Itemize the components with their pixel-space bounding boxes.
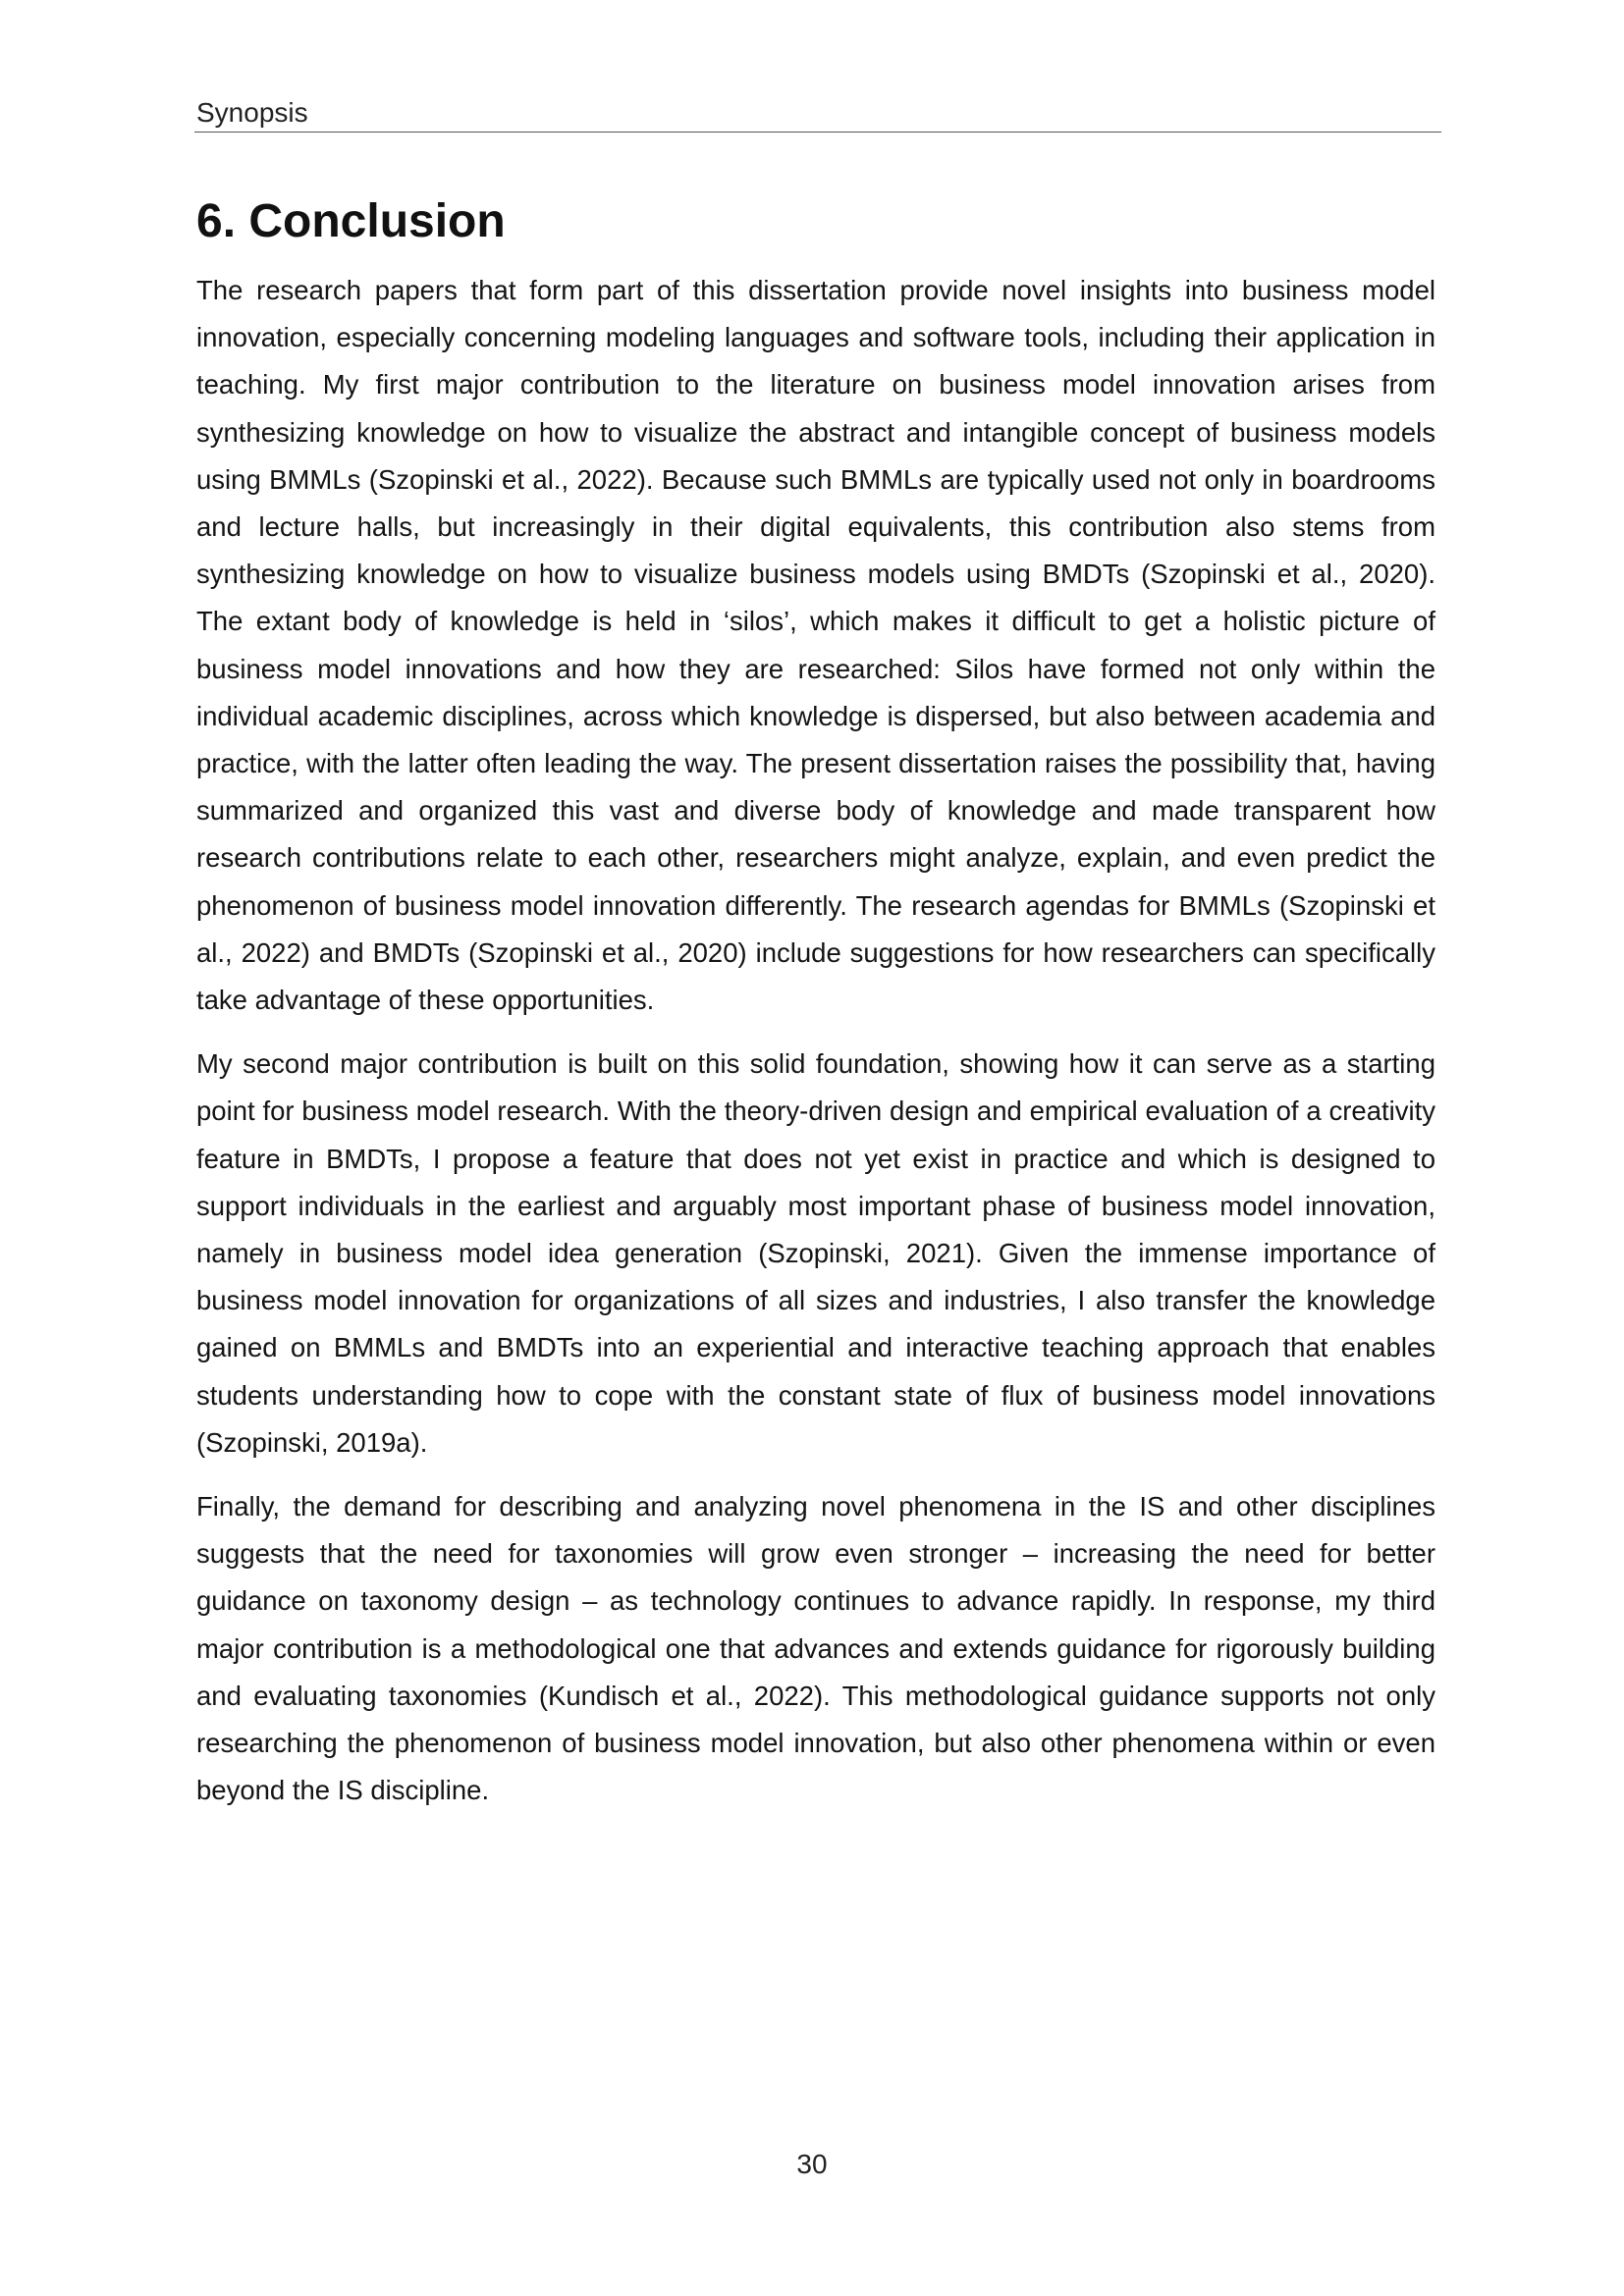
- header-divider: [194, 132, 1441, 133]
- paragraph-2: My second major contribution is built on this solid foundation, showing how it can serve as a starting point for business model research. With the theory-driven design and empirical evaluation of a creativity feature in BMDTs, I propose a feature that does not yet exist in practice and which is designed to support individuals in the earliest and arguably most important phase of business model innovation, namely in business model idea generation (Szopinski, 2021). Given the immense importance of business model innovation for organizations of all sizes and industries, I also transfer the knowledge gained on BMMLs and BMDTs into an experiential and interactive teaching approach that enables students understanding how to cope with the constant state of flux of business model innovations (Szopinski, 2019a).: [196, 1048, 1435, 1458]
- body-text: [196, 267, 1435, 1832]
- paragraph-3: Finally, the demand for describing and analyzing novel phenomena in the IS and other disciplines suggests that the need for taxonomies will grow even stronger – increasing the need for better guidance on taxonomy design – as technology continues to advance rapidly. In response, my third major contribution is a methodological one that advances and extends guidance for rigorously building and evaluating taxonomies (Kundisch et al., 2022). This methodological guidance supports not only researching the phenomenon of business model innovation, but also other phenomena within or even beyond the IS discipline.: [196, 1491, 1435, 1806]
- running-header: Synopsis: [196, 97, 308, 128]
- section-title: 6. Conclusion: [196, 195, 506, 247]
- paragraph-1: The research papers that form part of this dissertation provide novel insights into business model innovation, especially concerning modeling languages and software tools, including their application in teaching. My first major contribution to the literature on business model innovation arises from synthesizing knowledge on how to visualize the abstract and intangible concept of business models using BMMLs (Szopinski et al., 2022). Because such BMMLs are typically used not only in boardrooms and lecture halls, but increasingly in their digital equivalents, this contribution also stems from synthesizing knowledge on how to visualize business models using BMDTs (Szopinski et al., 2020). The extant body of knowledge is held in ‘silos’, which makes it difficult to get a holistic picture of business model innovations and how they are researched: Silos have formed not only within the individual academic disciplines, across which knowledge is dispersed, but also between academia and practice, with the latter often leading the way. The present dissertation raises the possibility that, having summarized and organized this vast and diverse body of knowledge and made transparent how research contributions relate to each other, researchers might analyze, explain, and even predict the phenomenon of business model innovation differently. The research agendas for BMMLs (Szopinski et al., 2022) and BMDTs (Szopinski et al., 2020) include suggestions for how researchers can specifically take advantage of these opportunities.: [196, 275, 1435, 1016]
- page-number: 30: [796, 2149, 828, 2179]
